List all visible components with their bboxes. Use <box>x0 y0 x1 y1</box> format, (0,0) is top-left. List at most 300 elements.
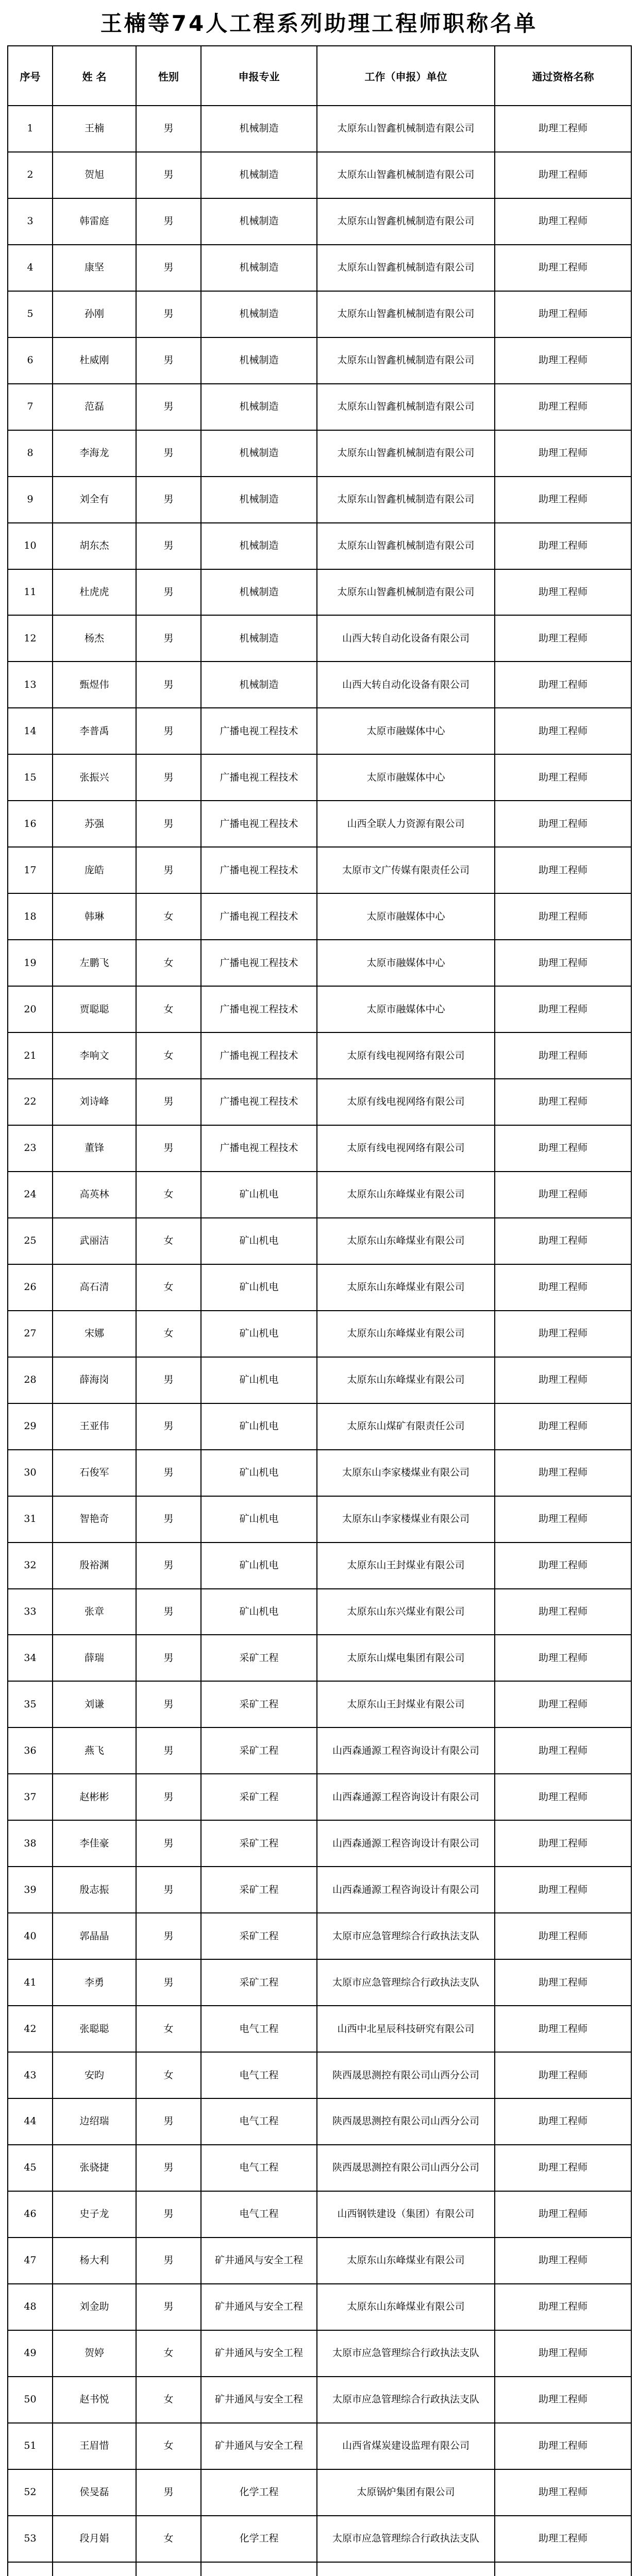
table-row <box>8 1543 631 1589</box>
cell-name: 王楠 <box>53 106 136 152</box>
cell-gender: 女 <box>136 2006 201 2052</box>
cell-index: 51 <box>8 2423 53 2469</box>
cell-employer: 太原市融媒体中心 <box>317 940 495 986</box>
cell-employer: 太原东山东峰煤业有限公司 <box>317 1264 495 1311</box>
cell-major: 矿井通风与安全工程 <box>201 2377 317 2423</box>
cell-name: 甄煜伟 <box>53 662 136 708</box>
table-row <box>8 291 631 337</box>
cell-name: 贺婷 <box>53 2330 136 2377</box>
cell-employer: 山西森通源工程咨询设计有限公司 <box>317 1820 495 1867</box>
cell-index: 33 <box>8 1589 53 1635</box>
cell-index: 36 <box>8 1727 53 1774</box>
cell-major: 矿山机电 <box>201 1172 317 1218</box>
cell-gender: 男 <box>136 2098 201 2145</box>
cell-gender: 男 <box>136 847 201 893</box>
cell-index: 38 <box>8 1820 53 1867</box>
table-row <box>8 893 631 940</box>
cell-major: 矿山机电 <box>201 1311 317 1357</box>
cell-major: 矿井通风与安全工程 <box>201 2238 317 2284</box>
cell-index: 26 <box>8 1264 53 1311</box>
cell-gender: 男 <box>136 1635 201 1681</box>
cell-employer: 太原市融媒体中心 <box>317 754 495 801</box>
table-row <box>8 1496 631 1543</box>
cell-gender: 男 <box>136 1913 201 1959</box>
cell-major: 矿山机电 <box>201 1496 317 1543</box>
cell-index: 46 <box>8 2191 53 2238</box>
cell-index: 44 <box>8 2098 53 2145</box>
cell-qualification: 助理工程师 <box>495 1959 631 2006</box>
table-row <box>8 2284 631 2330</box>
cell-index: 6 <box>8 337 53 384</box>
table-row <box>8 1403 631 1450</box>
table-row <box>8 1820 631 1867</box>
cell-qualification: 助理工程师 <box>495 291 631 337</box>
table-row <box>8 708 631 754</box>
cell-name: 段月娟 <box>53 2516 136 2562</box>
cell-employer: 山西大转自动化设备有限公司 <box>317 615 495 662</box>
cell-major: 广播电视工程技术 <box>201 893 317 940</box>
cell-major: 机械制造 <box>201 662 317 708</box>
cell-employer: 太原东山智鑫机械制造有限公司 <box>317 291 495 337</box>
cell-index: 50 <box>8 2377 53 2423</box>
cell-index: 19 <box>8 940 53 986</box>
cell-employer: 太原东山东峰煤业有限公司 <box>317 2238 495 2284</box>
cell-gender: 男 <box>136 662 201 708</box>
cell-employer: 太原东山智鑫机械制造有限公司 <box>317 337 495 384</box>
table-row <box>8 337 631 384</box>
cell-qualification: 助理工程师 <box>495 1264 631 1311</box>
cell-index: 20 <box>8 986 53 1032</box>
cell-major: 广播电视工程技术 <box>201 1125 317 1172</box>
cell-major: 机械制造 <box>201 430 317 477</box>
cell-name: 宋娜 <box>53 1311 136 1357</box>
cell-major: 电气工程 <box>201 2191 317 2238</box>
cell-employer: 太原东山煤矿有限责任公司 <box>317 1403 495 1450</box>
table-row <box>8 2562 631 2576</box>
cell-qualification: 助理工程师 <box>495 2098 631 2145</box>
cell-index: 48 <box>8 2284 53 2330</box>
cell-major: 广播电视工程技术 <box>201 801 317 847</box>
cell-name: 李普禹 <box>53 708 136 754</box>
table-row <box>8 1913 631 1959</box>
cell-name: 薛海岗 <box>53 1357 136 1403</box>
table-row <box>8 1311 631 1357</box>
cell-gender: 男 <box>136 1774 201 1820</box>
cell-gender: 女 <box>136 1032 201 1079</box>
cell-employer: 太原东山东峰煤业有限公司 <box>317 1357 495 1403</box>
cell-name: 胡东杰 <box>53 523 136 569</box>
cell-major: 机械制造 <box>201 152 317 198</box>
cell-index: 18 <box>8 893 53 940</box>
cell-gender: 男 <box>136 1959 201 2006</box>
cell-gender: 女 <box>136 2377 201 2423</box>
table-row <box>8 1172 631 1218</box>
cell-index: 42 <box>8 2006 53 2052</box>
cell-index: 13 <box>8 662 53 708</box>
cell-employer: 山西森通源工程咨询设计有限公司 <box>317 1774 495 1820</box>
table-header-row <box>8 46 631 106</box>
cell-name: 刘诗峰 <box>53 1079 136 1125</box>
cell-employer: 太原市应急管理综合行政执法支队 <box>317 1959 495 2006</box>
cell-name: 边绍瑞 <box>53 2098 136 2145</box>
cell-qualification: 助理工程师 <box>495 1403 631 1450</box>
cell-employer: 太原锅炉集团有限公司 <box>317 2469 495 2516</box>
cell-index: 12 <box>8 615 53 662</box>
cell-qualification: 助理工程师 <box>495 245 631 291</box>
table-row <box>8 198 631 245</box>
cell-gender: 男 <box>136 2191 201 2238</box>
cell-employer: 太原东山王封煤业有限公司 <box>317 1681 495 1727</box>
table-row <box>8 2377 631 2423</box>
cell-major: 采矿工程 <box>201 1774 317 1820</box>
cell-qualification: 助理工程师 <box>495 986 631 1032</box>
cell-employer: 陕西晟思测控有限公司山西分公司 <box>317 2098 495 2145</box>
cell-qualification: 助理工程师 <box>495 198 631 245</box>
table-row <box>8 754 631 801</box>
cell-gender: 男 <box>136 245 201 291</box>
cell-major: 机械制造 <box>201 569 317 616</box>
cell-major: 采矿工程 <box>201 1820 317 1867</box>
cell-name: 杨杰 <box>53 615 136 662</box>
cell-name: 燕飞 <box>53 1727 136 1774</box>
cell-major: 广播电视工程技术 <box>201 940 317 986</box>
cell-name: 韩琳 <box>53 893 136 940</box>
cell-name: 贺旭 <box>53 152 136 198</box>
table-row <box>8 523 631 569</box>
cell-gender: 男 <box>136 106 201 152</box>
header-name: 姓 名 <box>53 46 136 106</box>
cell-employer: 太原东山智鑫机械制造有限公司 <box>317 569 495 616</box>
table-row <box>8 106 631 152</box>
cell-qualification: 助理工程师 <box>495 1125 631 1172</box>
cell-major: 采矿工程 <box>201 1913 317 1959</box>
cell-gender: 男 <box>136 384 201 430</box>
cell-gender: 男 <box>136 1589 201 1635</box>
cell-gender <box>136 2562 201 2576</box>
table-row <box>8 2469 631 2516</box>
cell-employer: 太原市应急管理综合行政执法支队 <box>317 1913 495 1959</box>
cell-employer: 太原东山智鑫机械制造有限公司 <box>317 523 495 569</box>
cell-gender: 女 <box>136 940 201 986</box>
cell-index: 27 <box>8 1311 53 1357</box>
cell-name: 刘全有 <box>53 477 136 523</box>
cell-major: 机械制造 <box>201 477 317 523</box>
cell-gender: 男 <box>136 1357 201 1403</box>
cell-major: 化学工程 <box>201 2469 317 2516</box>
cell-major: 机械制造 <box>201 106 317 152</box>
cell-employer: 太原东山李家楼煤业有限公司 <box>317 1450 495 1496</box>
cell-name: 李响文 <box>53 1032 136 1079</box>
cell-employer: 太原东山李家楼煤业有限公司 <box>317 1496 495 1543</box>
cell-employer: 山西大转自动化设备有限公司 <box>317 662 495 708</box>
cell-major <box>201 2562 317 2576</box>
cell-employer: 太原东山东峰煤业有限公司 <box>317 2284 495 2330</box>
cell-employer: 陕西晟思测控有限公司山西分公司 <box>317 2052 495 2098</box>
table-row <box>8 2098 631 2145</box>
cell-qualification: 助理工程师 <box>495 1496 631 1543</box>
cell-major: 矿山机电 <box>201 1450 317 1496</box>
table-row <box>8 430 631 477</box>
cell-qualification: 助理工程师 <box>495 1589 631 1635</box>
cell-gender: 女 <box>136 1264 201 1311</box>
cell-major: 机械制造 <box>201 291 317 337</box>
cell-major: 采矿工程 <box>201 1681 317 1727</box>
cell-index: 37 <box>8 1774 53 1820</box>
cell-index: 53 <box>8 2516 53 2562</box>
cell-name: 智艳奇 <box>53 1496 136 1543</box>
cell-major: 机械制造 <box>201 384 317 430</box>
table-row <box>8 1450 631 1496</box>
cell-index: 4 <box>8 245 53 291</box>
table-row <box>8 940 631 986</box>
cell-employer <box>317 2562 495 2576</box>
table-row <box>8 152 631 198</box>
cell-index: 31 <box>8 1496 53 1543</box>
table-row <box>8 1079 631 1125</box>
header-major: 申报专业 <box>201 46 317 106</box>
table-row <box>8 662 631 708</box>
cell-qualification: 助理工程师 <box>495 2052 631 2098</box>
cell-qualification: 助理工程师 <box>495 430 631 477</box>
cell-qualification: 助理工程师 <box>495 754 631 801</box>
cell-major: 广播电视工程技术 <box>201 847 317 893</box>
table-body <box>8 106 631 2576</box>
cell-name: 王眉惜 <box>53 2423 136 2469</box>
cell-major: 采矿工程 <box>201 1635 317 1681</box>
cell-gender: 男 <box>136 615 201 662</box>
cell-name: 张骁捷 <box>53 2145 136 2191</box>
header-qualification: 通过资格名称 <box>495 46 631 106</box>
cell-qualification: 助理工程师 <box>495 1172 631 1218</box>
cell-index: 22 <box>8 1079 53 1125</box>
cell-employer: 太原有线电视网络有限公司 <box>317 1125 495 1172</box>
header-index: 序号 <box>8 46 53 106</box>
cell-name: 石俊军 <box>53 1450 136 1496</box>
cell-gender: 男 <box>136 1727 201 1774</box>
cell-qualification: 助理工程师 <box>495 1727 631 1774</box>
cell-qualification: 助理工程师 <box>495 2469 631 2516</box>
cell-gender: 女 <box>136 1311 201 1357</box>
cell-major: 机械制造 <box>201 523 317 569</box>
cell-major: 矿山机电 <box>201 1218 317 1264</box>
roster-table <box>7 45 632 2576</box>
cell-name: 刘金助 <box>53 2284 136 2330</box>
cell-gender: 男 <box>136 1079 201 1125</box>
table-row <box>8 801 631 847</box>
cell-employer: 太原东山煤电集团有限公司 <box>317 1635 495 1681</box>
header-employer: 工作（申报）单位 <box>317 46 495 106</box>
page-title: 王楠等74人工程系列助理工程师职称名单 <box>100 11 538 36</box>
cell-employer: 太原东山智鑫机械制造有限公司 <box>317 198 495 245</box>
cell-index: 29 <box>8 1403 53 1450</box>
cell-name: 王亚伟 <box>53 1403 136 1450</box>
cell-name: 殷裕渊 <box>53 1543 136 1589</box>
table-row <box>8 1264 631 1311</box>
cell-qualification: 助理工程师 <box>495 1867 631 1913</box>
cell-name: 杨大利 <box>53 2238 136 2284</box>
cell-employer: 太原东山智鑫机械制造有限公司 <box>317 430 495 477</box>
table-row <box>8 1635 631 1681</box>
cell-qualification: 助理工程师 <box>495 384 631 430</box>
table-row <box>8 2145 631 2191</box>
cell-gender: 男 <box>136 198 201 245</box>
cell-name: 贾聪聪 <box>53 986 136 1032</box>
table-row <box>8 1357 631 1403</box>
cell-qualification: 助理工程师 <box>495 152 631 198</box>
table-row <box>8 2052 631 2098</box>
cell-qualification: 助理工程师 <box>495 2191 631 2238</box>
cell-gender: 男 <box>136 708 201 754</box>
cell-major: 广播电视工程技术 <box>201 986 317 1032</box>
cell-qualification: 助理工程师 <box>495 477 631 523</box>
cell-index: 39 <box>8 1867 53 1913</box>
cell-index: 30 <box>8 1450 53 1496</box>
cell-index: 49 <box>8 2330 53 2377</box>
cell-qualification: 助理工程师 <box>495 1450 631 1496</box>
table-row <box>8 1125 631 1172</box>
cell-name: 范磊 <box>53 384 136 430</box>
cell-name: 苏强 <box>53 801 136 847</box>
cell-employer: 太原东山智鑫机械制造有限公司 <box>317 477 495 523</box>
cell-gender: 男 <box>136 1820 201 1867</box>
cell-name: 董锋 <box>53 1125 136 1172</box>
table-row <box>8 477 631 523</box>
cell-name: 刘谦 <box>53 1681 136 1727</box>
cell-qualification: 助理工程师 <box>495 1543 631 1589</box>
cell-major: 矿井通风与安全工程 <box>201 2284 317 2330</box>
cell-index: 52 <box>8 2469 53 2516</box>
cell-name: 康坚 <box>53 245 136 291</box>
cell-name: 高英林 <box>53 1172 136 1218</box>
cell-major: 机械制造 <box>201 615 317 662</box>
cell-employer: 太原东山智鑫机械制造有限公司 <box>317 152 495 198</box>
cell-index: 43 <box>8 2052 53 2098</box>
cell-name: 安昀 <box>53 2052 136 2098</box>
cell-qualification: 助理工程师 <box>495 2516 631 2562</box>
cell-major: 矿山机电 <box>201 1357 317 1403</box>
cell-qualification: 助理工程师 <box>495 2423 631 2469</box>
cell-qualification: 助理工程师 <box>495 1357 631 1403</box>
cell-index: 21 <box>8 1032 53 1079</box>
table-row <box>8 2006 631 2052</box>
table-row <box>8 1681 631 1727</box>
cell-index: 41 <box>8 1959 53 2006</box>
table-row <box>8 986 631 1032</box>
cell-qualification: 助理工程师 <box>495 1681 631 1727</box>
cell-name: 殷志振 <box>53 1867 136 1913</box>
cell-employer: 太原市融媒体中心 <box>317 893 495 940</box>
cell-employer: 太原东山东峰煤业有限公司 <box>317 1218 495 1264</box>
cell-gender: 男 <box>136 1543 201 1589</box>
cell-employer: 山西中北星辰科技研究有限公司 <box>317 2006 495 2052</box>
cell-gender: 男 <box>136 1403 201 1450</box>
cell-major: 机械制造 <box>201 337 317 384</box>
cell-major: 广播电视工程技术 <box>201 1079 317 1125</box>
cell-gender: 女 <box>136 2330 201 2377</box>
cell-gender: 男 <box>136 801 201 847</box>
cell-name: 杜虎虎 <box>53 569 136 616</box>
cell-name: 张聪聪 <box>53 2006 136 2052</box>
cell-index: 9 <box>8 477 53 523</box>
cell-index: 3 <box>8 198 53 245</box>
cell-employer: 太原有线电视网络有限公司 <box>317 1079 495 1125</box>
cell-qualification: 助理工程师 <box>495 2284 631 2330</box>
cell-major: 电气工程 <box>201 2145 317 2191</box>
cell-gender: 男 <box>136 430 201 477</box>
cell-name: 李海龙 <box>53 430 136 477</box>
cell-gender: 男 <box>136 337 201 384</box>
cell-index: 11 <box>8 569 53 616</box>
table-row <box>8 2191 631 2238</box>
cell-gender: 男 <box>136 1496 201 1543</box>
cell-employer: 太原市融媒体中心 <box>317 986 495 1032</box>
cell-name: 左鹏飞 <box>53 940 136 986</box>
cell-major: 矿山机电 <box>201 1589 317 1635</box>
cell-name: 武丽洁 <box>53 1218 136 1264</box>
header-gender: 性别 <box>136 46 201 106</box>
cell-gender: 女 <box>136 2052 201 2098</box>
cell-major: 矿山机电 <box>201 1264 317 1311</box>
cell-gender: 男 <box>136 523 201 569</box>
cell-gender: 女 <box>136 893 201 940</box>
cell-index: 14 <box>8 708 53 754</box>
cell-gender: 男 <box>136 1450 201 1496</box>
cell-qualification: 助理工程师 <box>495 847 631 893</box>
cell-major: 广播电视工程技术 <box>201 754 317 801</box>
cell-employer: 太原东山东兴煤业有限公司 <box>317 1589 495 1635</box>
cell-qualification: 助理工程师 <box>495 1774 631 1820</box>
cell-employer: 太原有线电视网络有限公司 <box>317 1032 495 1079</box>
cell-index: 45 <box>8 2145 53 2191</box>
table-row <box>8 2238 631 2284</box>
cell-employer: 陕西晟思测控有限公司山西分公司 <box>317 2145 495 2191</box>
cell-index: 15 <box>8 754 53 801</box>
table-row <box>8 1959 631 2006</box>
table-row <box>8 1032 631 1079</box>
cell-gender: 男 <box>136 1125 201 1172</box>
cell-employer: 太原市融媒体中心 <box>317 708 495 754</box>
cell-qualification: 助理工程师 <box>495 801 631 847</box>
cell-employer: 太原东山智鑫机械制造有限公司 <box>317 106 495 152</box>
cell-major: 矿井通风与安全工程 <box>201 2423 317 2469</box>
cell-qualification: 助理工程师 <box>495 2330 631 2377</box>
cell-major: 采矿工程 <box>201 1867 317 1913</box>
cell-index: 47 <box>8 2238 53 2284</box>
cell-gender: 女 <box>136 2423 201 2469</box>
cell-gender: 男 <box>136 1681 201 1727</box>
cell-employer: 太原东山智鑫机械制造有限公司 <box>317 384 495 430</box>
table-row <box>8 1589 631 1635</box>
table-row <box>8 2330 631 2377</box>
cell-major: 矿山机电 <box>201 1403 317 1450</box>
cell-employer: 山西全联人力资源有限公司 <box>317 801 495 847</box>
cell-qualification: 助理工程师 <box>495 708 631 754</box>
cell-major: 矿山机电 <box>201 1543 317 1589</box>
cell-qualification: 助理工程师 <box>495 1311 631 1357</box>
cell-major: 广播电视工程技术 <box>201 708 317 754</box>
cell-employer: 山西钢铁建设（集团）有限公司 <box>317 2191 495 2238</box>
cell-qualification: 助理工程师 <box>495 893 631 940</box>
cell-index: 23 <box>8 1125 53 1172</box>
cell-major: 矿井通风与安全工程 <box>201 2330 317 2377</box>
table-row <box>8 569 631 616</box>
cell-name <box>53 2562 136 2576</box>
cell-index: 8 <box>8 430 53 477</box>
cell-employer: 山西森通源工程咨询设计有限公司 <box>317 1727 495 1774</box>
cell-name: 李佳豪 <box>53 1820 136 1867</box>
cell-name: 李勇 <box>53 1959 136 2006</box>
cell-qualification: 助理工程师 <box>495 106 631 152</box>
